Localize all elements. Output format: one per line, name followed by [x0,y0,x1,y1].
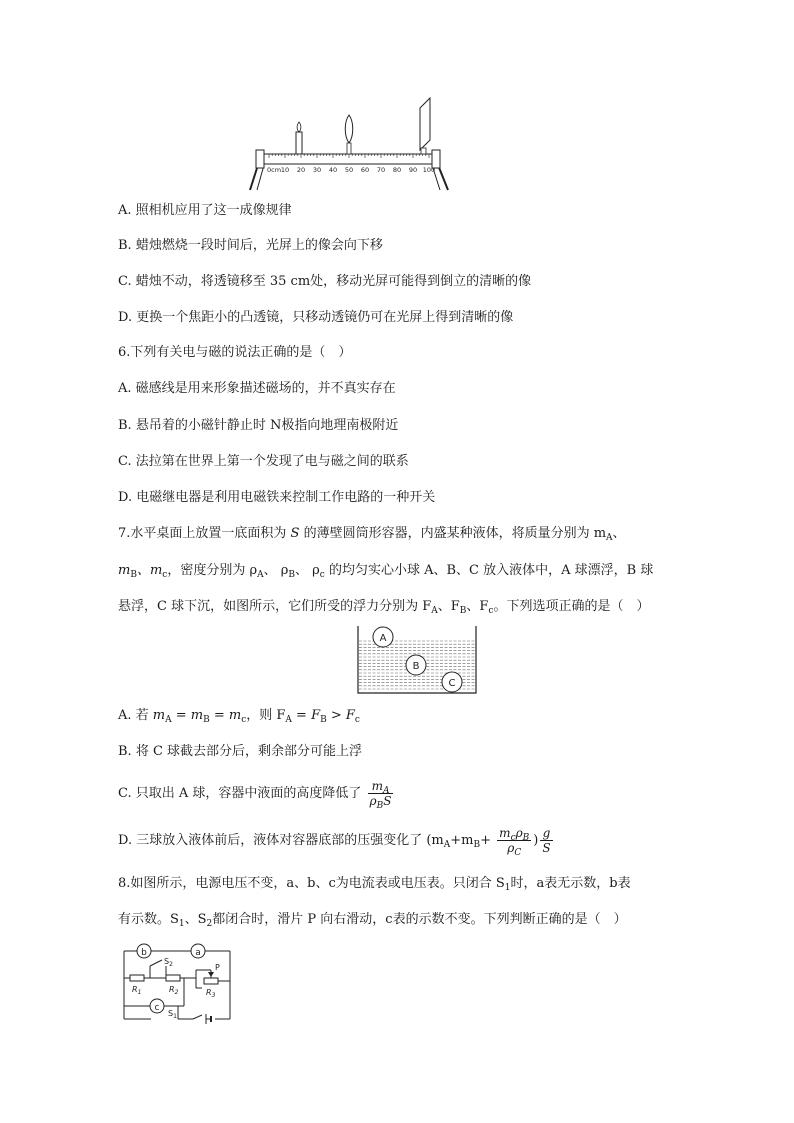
q6-option-d: D. 电磁继电器是利用电磁铁来控制工作电路的一种开关 [118,490,436,505]
q5-option-a: A. 照相机应用了这一成像规律 [118,203,292,218]
q7-stem-line-3: 悬浮，C 球下沉，如图所示，它们所受的浮力分别为 $F_A$、$F_B$、$F_c$。下列选项正确的是（ ） [118,599,650,616]
label-r2: $R_2$ [169,985,179,996]
meter-b-label: b [141,948,147,958]
scale-label: 60 [360,166,370,174]
scale-label: 10 [280,166,290,174]
label-r3: $R_3$ [206,988,216,999]
ball-b-label: B [412,661,420,672]
scale-label: 50 [344,166,354,174]
q7-option-d-fraction: $\frac{m_c\rho_B}{\rho_C}$ [499,826,530,858]
meter-a [191,944,205,958]
scale-label: 90 [408,166,418,174]
scale-labels [267,166,435,174]
q7-option-b: B. 将 C 球截去部分后，剩余部分可能上浮 [118,744,363,759]
q6-option-a: A. 磁感线是用来形象描述磁场的，并不真实存在 [118,381,396,396]
scale-label: 70 [376,166,386,174]
label-s2: $S_2$ [164,957,173,968]
scale-label: 40 [328,166,338,174]
q6-option-c: C. 法拉第在世界上第一个发现了电与磁之间的联系 [118,454,409,469]
bench-left-end [256,150,264,168]
bench-left-leg [250,165,258,190]
meter-a-label: a [195,948,201,958]
container-figure [356,624,496,696]
label-r1: $R_1$ [132,985,142,996]
scale-label: 0cm [267,166,282,174]
q7-option-d-g-over-s: $\frac{g}{S}$ [542,826,551,855]
q5-option-c: C. 蜡烛不动，将透镜移至 35 cm处，移动光屏可能得到倒立的清晰的像 [118,274,532,289]
scale-label: 20 [296,166,306,174]
q8-stem-line-2: 有示数。$S_1$、$S_2$都闭合时，滑片 P 向右滑动，c表的示数不变。下列判断正确的是（ ） [118,912,627,929]
light-screen [420,98,430,154]
q7-option-a: A. 若 $m_A = m_B = m_c$，则 $F_A = F_B > F_c$ [118,708,360,725]
meter-b [137,944,151,958]
q7-option-d: D. 三球放入液体前后，液体对容器底部的压强变化了 ($m_A+m_B+$ $\frac{m_c\rho_B}{\rho_C}$ ) $\frac{g}{S}$ [118,826,551,858]
q7-stem-line-1: 7.水平桌面上放置一底面积为 S 的薄壁圆筒形容器，内盛某种液体，将质量分别为 $m_A$、 [118,526,626,543]
optical-bench-figure [0,0,794,200]
ball-a [373,627,393,647]
scale-label: 100 [422,166,436,174]
ball-b [406,655,426,675]
convex-lens [345,115,353,154]
q7-option-c: C. 只取出 A 球，容器中液面的高度降低了 $\frac{m_A}{\rho_BS}$ [118,779,392,811]
q7-option-c-fraction: $\frac{m_A}{\rho_BS}$ [369,779,392,811]
scale-label: 80 [392,166,402,174]
q5-option-d: D. 更换一个焦距小的凸透镜，只移动透镜仍可在光屏上得到清晰的像 [118,310,514,325]
q5-option-b: B. 蜡烛燃烧一段时间后，光屏上的像会向下移 [118,238,383,253]
candle [296,122,302,154]
scale-label: 30 [312,166,322,174]
q6-stem: 6.下列有关电与磁的说法正确的是（ ） [118,345,352,360]
ball-a-label: A [379,633,387,644]
ball-c-label: C [448,678,456,689]
q7-stem-line-2: $m_B$、$m_c$，密度分别为 $\rho_A$、 $\rho_B$、 $\rho_c$ 的均匀实心小球 A、B、C 放入液体中，A 球漂浮，B 球 [118,563,654,580]
ball-c [442,672,462,692]
meter-c [150,999,164,1013]
q8-stem-line-1: 8.如图所示，电源电压不变，a、b、c为电流表或电压表。只闭合 $S_1$时，a表无示数，b表 [118,876,631,893]
bench-right-leg [438,165,448,190]
label-p: P [215,963,220,972]
meter-c-label: c [154,1003,160,1013]
circuit-figure [118,940,248,1025]
q6-option-b: B. 悬吊着的小磁针静止时 N极指向地理南极附近 [118,418,399,433]
label-s1: $S_1$ [168,1009,177,1020]
